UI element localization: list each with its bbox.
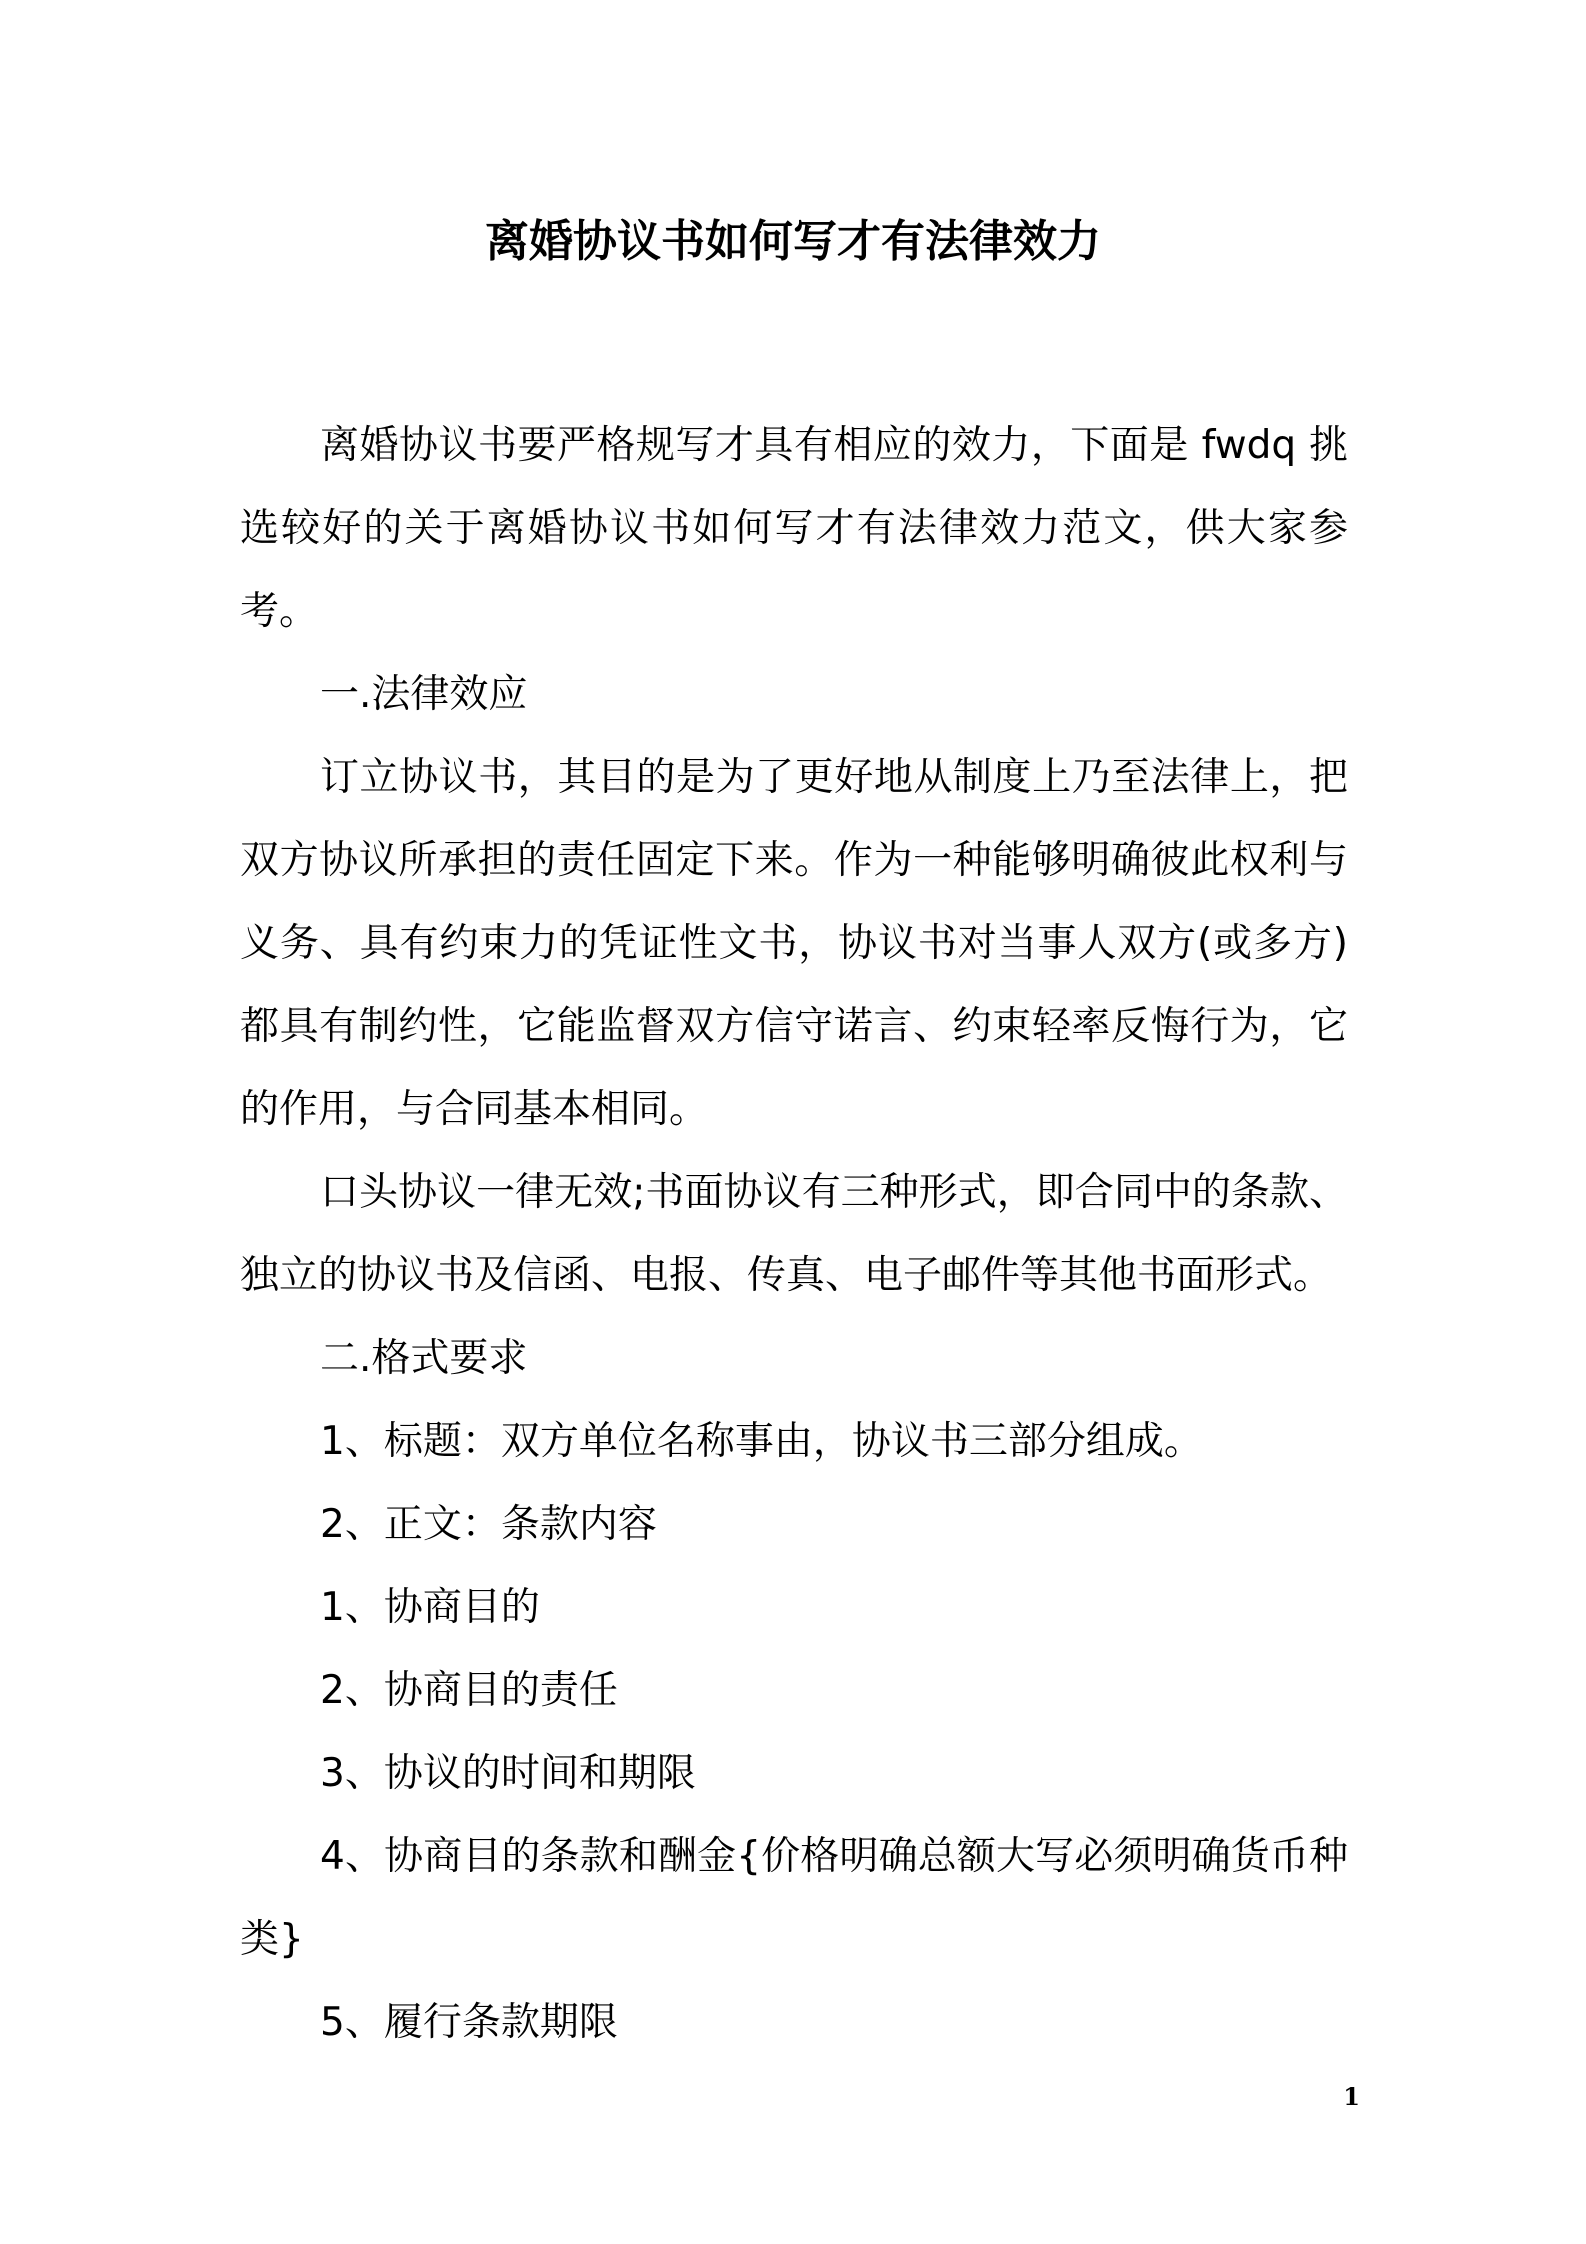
document-title: 离婚协议书如何写才有法律效力: [485, 216, 1101, 267]
list-item-body: 2、正文：条款内容: [320, 1502, 657, 1547]
list-item-terms: 4、协商目的条款和酬金{价格明确总额大写必须明确货币种类}: [240, 1834, 1348, 1962]
list-item-title: 1、标题：双方单位名称事由，协议书三部分组成。: [320, 1419, 1203, 1464]
page-number: 1: [1343, 2082, 1360, 2111]
document-body: [240, 404, 1348, 2064]
list-item-deadline: 5、履行条款期限: [320, 2000, 618, 2045]
paragraph-forms: 口头协议一律无效;书面协议有三种形式，即合同中的条款、独立的协议书及信函、电报、传真、电子邮件等其他书面形式。: [240, 1170, 1348, 1298]
intro-paragraph: 离婚协议书要严格规写才具有相应的效力，下面是 fwdq 挑选较好的关于离婚协议书如何写才有法律效力范文，供大家参考。: [240, 423, 1348, 634]
list-item-purpose: 1、协商目的: [320, 1585, 540, 1630]
section-heading-format: 二.格式要求: [320, 1336, 528, 1381]
list-item-time: 3、协议的时间和期限: [320, 1751, 696, 1796]
paragraph-purpose: 订立协议书，其目的是为了更好地从制度上乃至法律上，把双方协议所承担的责任固定下来。作为一种能够明确彼此权利与义务、具有约束力的凭证性文书，协议书对当事人双方(或多方)都具有制约性，它能监督双方信守诺言、约束轻率反悔行为，它的作用，与合同基本相同。: [240, 755, 1348, 1132]
section-heading-legal-effect: 一.法律效应: [320, 672, 528, 717]
list-item-responsibility: 2、协商目的责任: [320, 1668, 618, 1713]
